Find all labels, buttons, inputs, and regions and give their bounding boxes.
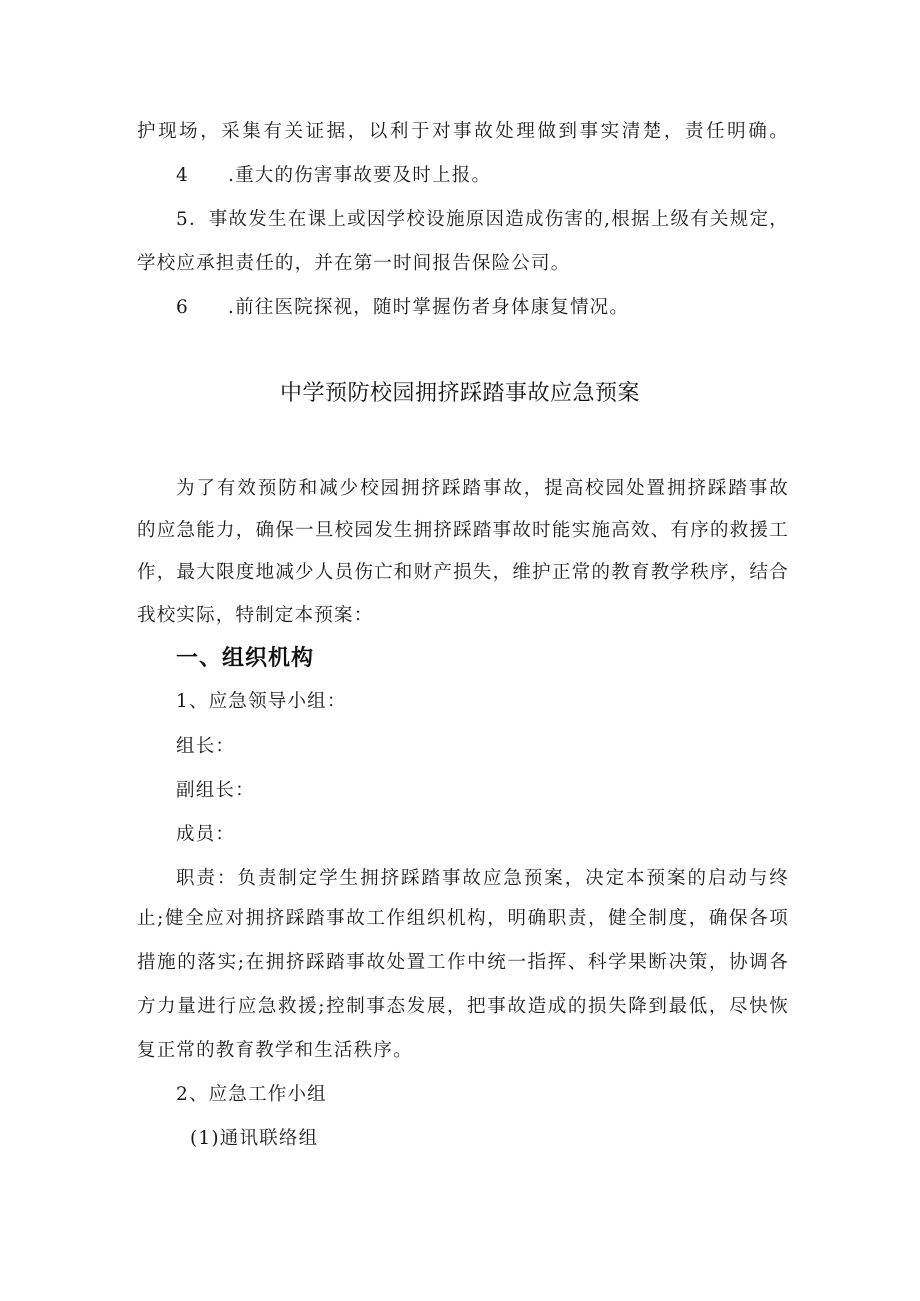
list-item-4-text: .重大的伤害事故要及时上报。 [228,165,492,186]
duties-line-3: 措施的落实;在拥挤踩踏事故处置工作中统一指挥、科学果断决策，协调各 [137,952,789,973]
preface-line-1: 为了有效预防和减少校园拥挤踩踏事故，提高校园处置拥挤踩踏事故 [176,478,789,499]
duties-line-5: 复正常的教育教学和生活秩序。 [137,1040,413,1061]
group-2-label: 2、应急工作小组 [176,1084,327,1105]
list-item-5-line-2: 学校应承担责任的，并在第一时间报告保险公司。 [137,253,571,274]
intro-line-1: 护现场，采集有关证据，以利于对事故处理做到事实清楚，责任明确。 [137,121,789,142]
list-item-5-line-1: 5．事故发生在课上或因学校设施原因造成伤害的,根据上级有关规定， [176,209,789,230]
list-item-6 [176,296,629,320]
list-item-6-number: 6 [176,297,189,318]
duties-line-1: 职责：负责制定学生拥挤踩踏事故应急预案，决定本预案的启动与终 [176,868,789,889]
leader-label: 组长： [176,736,236,757]
subgroup-1-label: (1)通讯联络组 [190,1128,319,1149]
group-1-label: 1、应急领导小组： [176,691,347,712]
preface-line-4: 我校实际，特制定本预案： [137,605,374,626]
list-item-4 [176,164,491,188]
preface-line-3: 作，最大限度地减少人员伤亡和财产损失，维护正常的教育教学秩序，结合 [137,562,789,583]
members-label: 成员： [176,824,236,845]
preface-line-2: 的应急能力，确保一旦校园发生拥挤踩踏事故时能实施高效、有序的救援工 [137,520,789,541]
section-1-heading: 一、组织机构 [176,646,315,671]
duties-line-2: 止;健全应对拥挤踩踏事故工作组织机构，明确职责，健全制度，确保各项 [137,908,789,929]
list-item-4-number: 4 [176,165,189,186]
duties-line-4: 方力量进行应急救援;控制事态发展，把事故造成的损失降到最低，尽快恢 [137,996,789,1017]
vice-leader-label: 副组长： [176,780,255,801]
document-title: 中学预防校园拥挤踩踏事故应急预案 [279,381,640,406]
list-item-6-text: .前往医院探视，随时掌握伤者身体康复情况。 [228,297,630,318]
